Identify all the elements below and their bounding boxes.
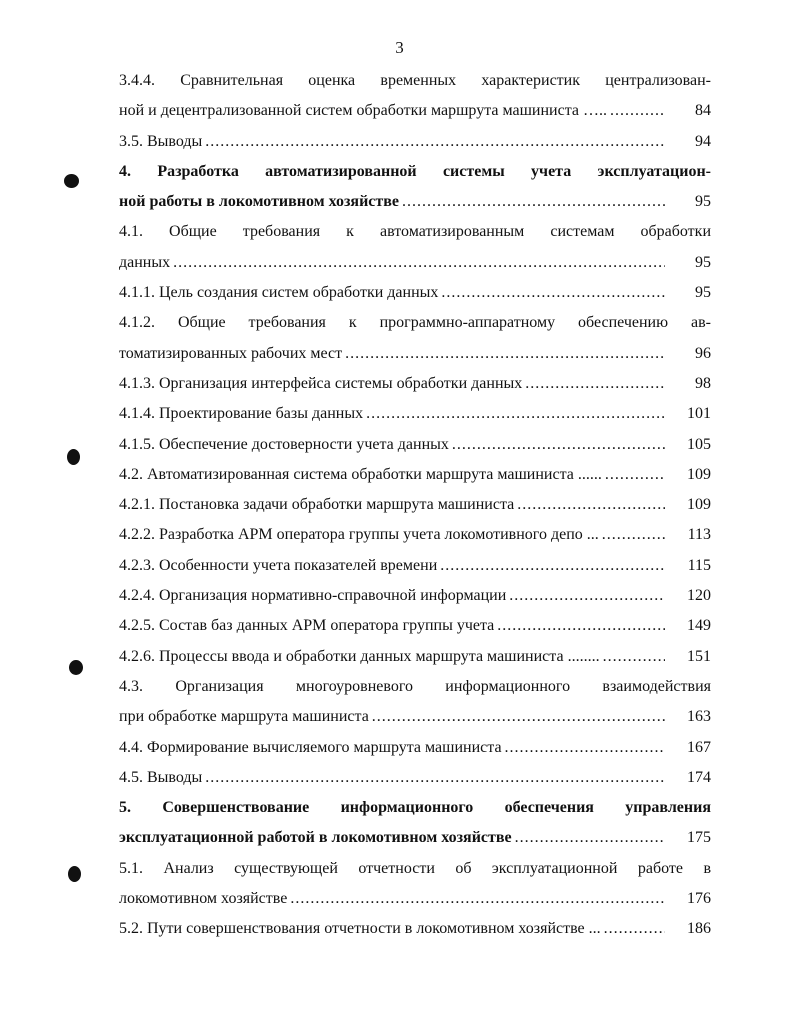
toc-entry-text: 4.2.5. Состав баз данных АРМ оператора группы учета [119, 617, 495, 635]
dot-leader [605, 460, 665, 490]
toc-entry-text: 4.4. Формирование вычисляемого маршрута машиниста [119, 738, 502, 756]
dot-leader [517, 490, 665, 520]
toc-entry-text: 5.1. Анализ существующей отчетности об эксплуатационной работе в [119, 859, 711, 877]
toc-page-number: 120 [687, 587, 711, 605]
toc-entry-text: ной работы в локомотивном хозяйстве [119, 193, 399, 211]
dot-leader [366, 399, 665, 429]
toc-entry-text: 4.1.2. Общие требования к программно-аппаратному обеспечению ав- [119, 314, 711, 332]
toc-entry [119, 914, 711, 944]
toc-entry-text: 4.2.4. Организация нормативно-справочной информации [119, 587, 507, 605]
toc-entry-text: 4.2.6. Процессы ввода и обработки данных маршрута машиниста ........ [119, 647, 600, 665]
toc-entry [119, 793, 711, 854]
toc-entry [119, 127, 711, 157]
dot-leader [372, 702, 665, 732]
dot-leader [290, 884, 665, 914]
toc-page-number: 95 [695, 253, 711, 271]
toc-entry-text: 5. Совершенствование информационного обеспечения управления [119, 799, 711, 817]
toc-entry [119, 763, 711, 793]
toc-entry [119, 460, 711, 490]
toc-entry [119, 369, 711, 399]
punch-hole-artifact [68, 866, 81, 882]
toc-entry [119, 733, 711, 763]
toc-entry [119, 490, 711, 520]
toc-entry [119, 520, 711, 550]
toc-page-number: 109 [687, 496, 711, 514]
toc-page-number: 151 [687, 647, 711, 665]
toc-page-number: 109 [687, 465, 711, 483]
toc-page-number: 95 [695, 284, 711, 302]
toc-entry-text: 4.5. Выводы [119, 768, 203, 786]
toc-entry-text: 4.1.4. Проектирование базы данных [119, 405, 364, 423]
toc-page-number: 163 [687, 708, 711, 726]
toc-entry-text: 4.1.3. Организация интерфейса системы обработки данных [119, 374, 523, 392]
toc-page-number: 175 [687, 829, 711, 847]
toc-entry-text: данных [119, 253, 171, 271]
table-of-contents [119, 66, 711, 945]
toc-entry [119, 854, 711, 915]
toc-entry-text: 4.1. Общие требования к автоматизированным системам обработки [119, 223, 711, 241]
dot-leader [602, 520, 665, 550]
toc-entry-text: 3.4.4. Сравнительная оценка временных характеристик централизован- [119, 72, 711, 89]
dot-leader [509, 581, 665, 611]
dot-leader [515, 823, 665, 853]
toc-page-number: 101 [687, 405, 711, 423]
dot-leader [525, 369, 665, 399]
dot-leader [205, 763, 665, 793]
toc-entry-text: 4.1.5. Обеспечение достоверности учета данных [119, 435, 449, 453]
toc-entry-text: 3.5. Выводы [119, 132, 203, 150]
toc-entry [119, 399, 711, 429]
dot-leader [402, 187, 665, 217]
toc-entry-text: 4.2.3. Особенности учета показателей времени [119, 556, 438, 574]
toc-entry [119, 278, 711, 308]
toc-page-number: 98 [695, 374, 711, 392]
dot-leader [505, 733, 665, 763]
toc-entry [119, 308, 711, 369]
dot-leader [345, 339, 665, 369]
dot-leader [603, 642, 665, 672]
toc-entry-text: 4. Разработка автоматизированной системы учета эксплуатацион- [119, 162, 711, 180]
dot-leader [497, 611, 665, 641]
dot-leader [452, 430, 665, 460]
toc-entry [119, 611, 711, 641]
toc-entry-text: 5.2. Пути совершенствования отчетности в локомотивном хозяйстве ... [119, 920, 601, 938]
toc-entry-text: 4.3. Организация многоуровневого информационного взаимодействия [119, 677, 711, 695]
dot-leader [604, 914, 665, 944]
punch-hole-artifact [64, 174, 79, 188]
toc-entry [119, 551, 711, 581]
toc-entry-text: 4.1.1. Цель создания систем обработки данных [119, 284, 439, 302]
punch-hole-artifact [69, 660, 83, 675]
toc-entry [119, 642, 711, 672]
toc-entry [119, 157, 711, 218]
toc-page-number: 186 [687, 920, 711, 938]
toc-page-number: 149 [687, 617, 711, 635]
toc-entry-text: 4.2.1. Постановка задачи обработки маршрута машиниста [119, 496, 515, 514]
toc-entry [119, 66, 711, 127]
dot-leader [205, 127, 665, 157]
toc-entry-text: локомотивном хозяйстве [119, 890, 288, 908]
toc-entry-text: ной и децентрализованной систем обработки маршрута машиниста ….. [119, 102, 608, 120]
toc-page-number: 113 [687, 526, 711, 544]
toc-entry-text: 4.2.2. Разработка АРМ оператора группы учета локомотивного депо ... [119, 526, 599, 544]
toc-entry-text: при обработке маршрута машиниста [119, 708, 369, 726]
toc-page-number: 94 [695, 132, 711, 150]
toc-page-number: 167 [687, 738, 711, 756]
toc-entry [119, 430, 711, 460]
toc-entry-text: 4.2. Автоматизированная система обработки маршрута машиниста ...... [119, 465, 602, 483]
dot-leader [441, 278, 665, 308]
toc-entry [119, 217, 711, 278]
page-number: 3 [395, 38, 404, 57]
toc-entry-text: томатизированных рабочих мест [119, 344, 343, 362]
toc-entry [119, 672, 711, 733]
toc-entry [119, 581, 711, 611]
toc-page-number: 115 [687, 556, 711, 574]
toc-page-number: 96 [695, 344, 711, 362]
toc-page-number: 174 [687, 768, 711, 786]
toc-page-number: 176 [687, 890, 711, 908]
dot-leader [173, 248, 665, 278]
toc-page-number: 84 [695, 102, 711, 120]
toc-entry-text: эксплуатационной работой в локомотивном хозяйстве [119, 829, 512, 847]
toc-page-number: 105 [687, 435, 711, 453]
dot-leader [610, 96, 665, 126]
toc-page-number: 95 [695, 193, 711, 211]
punch-hole-artifact [67, 449, 80, 465]
dot-leader [440, 551, 665, 581]
